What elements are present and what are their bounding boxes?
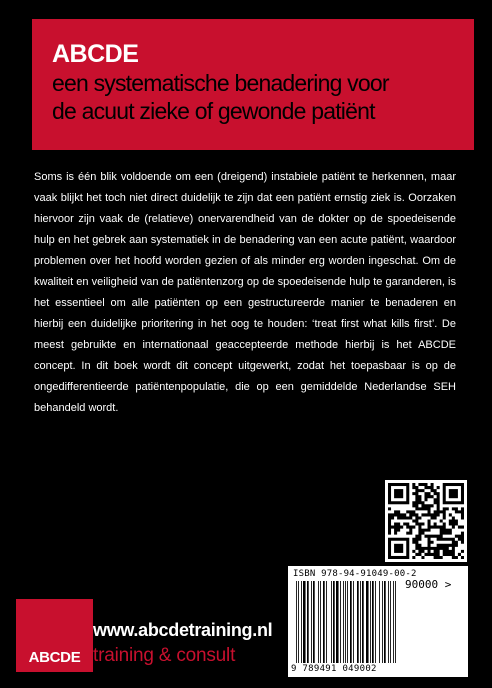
company-tagline: training & consult: [93, 645, 236, 666]
isbn-number: ISBN 978-94-91049-00-2: [293, 569, 417, 579]
book-title: ABCDE: [52, 40, 139, 68]
book-subtitle-line-2: de acuut zieke of gewonde patiënt: [52, 98, 375, 124]
title-banner: [32, 19, 474, 150]
barcode-digits: 9 789491 049002: [291, 664, 377, 674]
isbn-barcode: [288, 566, 468, 677]
book-subtitle-line-1: een systematische benadering voor: [52, 70, 389, 96]
qr-code: [385, 480, 467, 562]
back-cover-blurb: Soms is één blik voldoende om een (dreigend) instabiele patiënt te herkennen, maar vaak blijkt het toch niet direct duidelijk te zijn dat een patiënt ernstig ziek is. Oorzaken hiervoor zijn vaak de (relatieve) onervarendheid van de dokter op de spoedeisende hulp en het gebrek aan systematiek in de benadering van een acute patiënt, waardoor problemen over het hoofd worden gezien of als minder erg worden ingeschat. Om de kwaliteit en veiligheid van de patiëntenzorg op de spoedeisende hulp te garanderen, is het essentieel om alle patiënten op een gestructureerde manier te benaderen en hierbij een duidelijke prioritering in het oog te houden: ‘treat first what kills first’. De meest gebruikte en internationaal geaccepteerde methode hierbij is het ABCDE concept. In dit boek wordt dit concept uitgewerkt, zodat het toepasbaar is op de ongedifferentieerde patiëntenpopulatie, die op een gemiddelde Nederlandse SEH behandeld wordt.: [34, 171, 456, 414]
website-link[interactable]: www.abcdetraining.nl: [93, 620, 273, 640]
barcode-addon: 90000 >: [405, 578, 452, 591]
abcde-logo: [16, 599, 93, 672]
barcode-bars: [296, 581, 402, 663]
logo-label: ABCDE: [28, 649, 81, 666]
